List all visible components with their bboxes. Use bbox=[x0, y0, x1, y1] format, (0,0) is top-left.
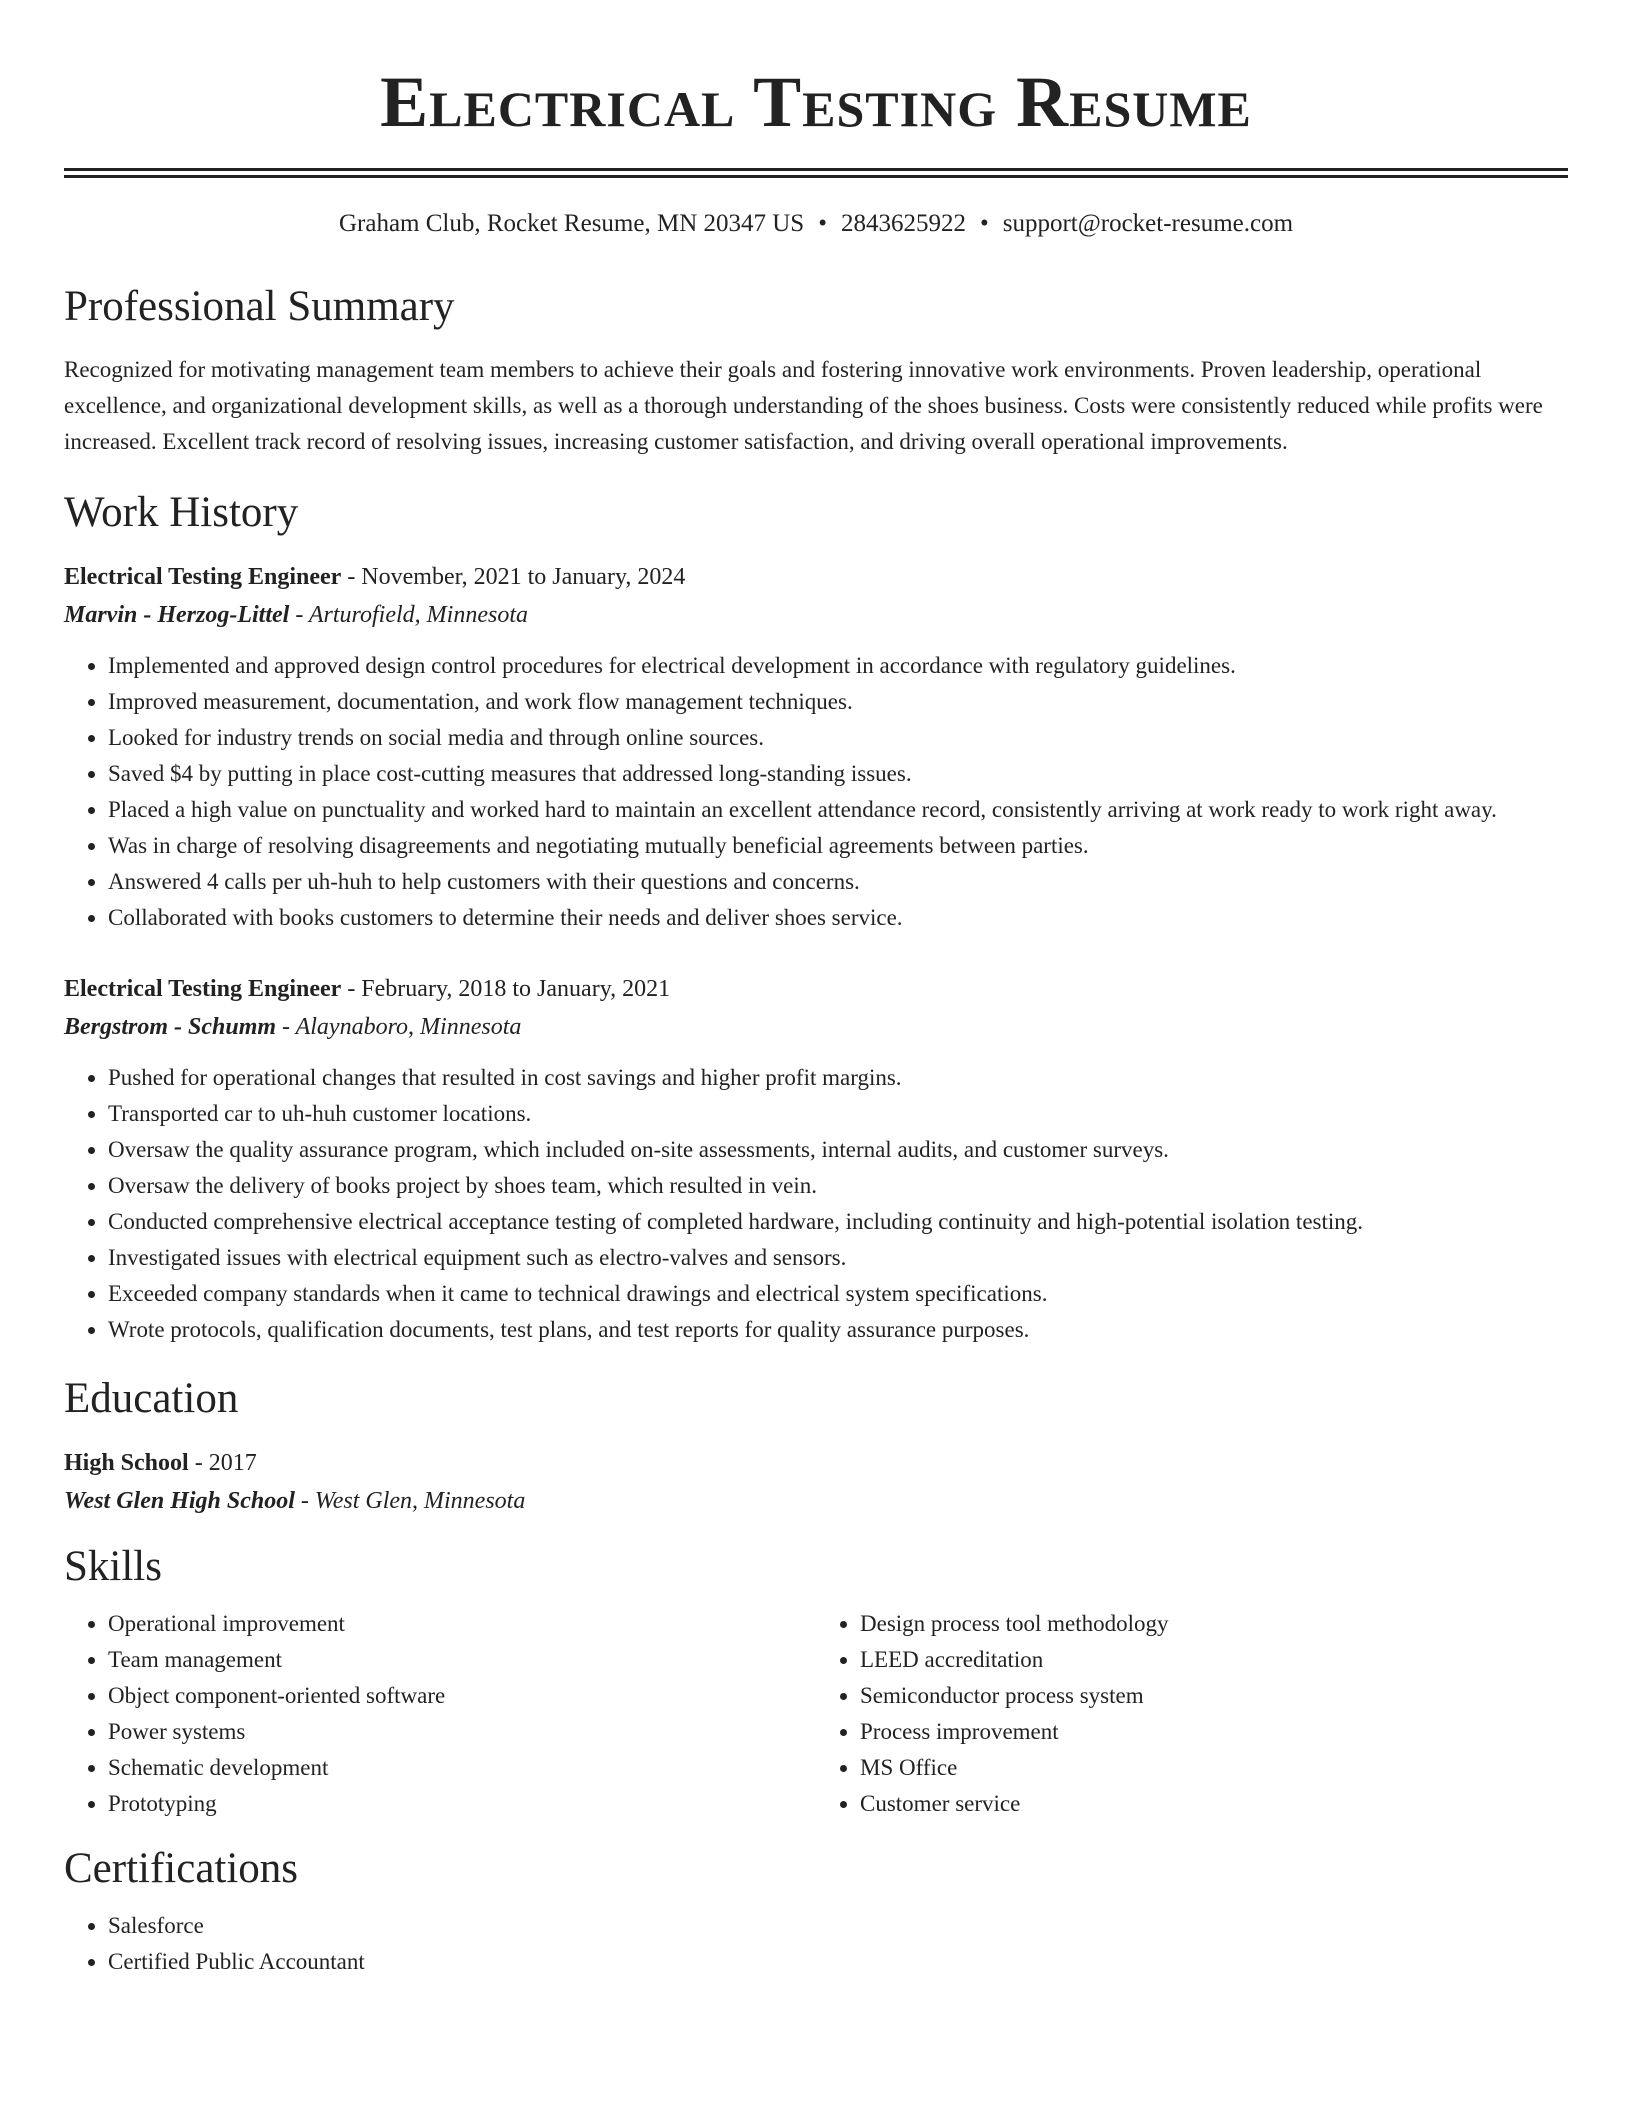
certifications-section bbox=[64, 1908, 1568, 1980]
skills-list-right bbox=[816, 1606, 1568, 1822]
job-title-line bbox=[64, 970, 1568, 1008]
skill-item: • Team management bbox=[108, 1642, 816, 1678]
job-dates: - November, 2021 to January, 2024 bbox=[341, 564, 686, 590]
certifications-heading: Certifications bbox=[64, 1845, 299, 1892]
skills-columns bbox=[64, 1600, 1568, 1822]
title-divider bbox=[64, 168, 1568, 178]
education-entry bbox=[64, 1444, 1568, 1520]
job-bullet: • Pushed for operational changes that resulted in cost savings and higher profit margins. bbox=[108, 1060, 1568, 1096]
skill-item: • Process improvement bbox=[860, 1714, 1568, 1750]
education-year: - 2017 bbox=[188, 1450, 257, 1476]
job-company: Marvin - Herzog-Littel bbox=[64, 602, 290, 628]
skill-item: • MS Office bbox=[860, 1750, 1568, 1786]
summary-heading: Professional Summary bbox=[64, 283, 455, 330]
job-bullet-list bbox=[64, 648, 1568, 936]
job-bullet: • Was in charge of resolving disagreements and negotiating mutually beneficial agreements between parties. bbox=[108, 828, 1568, 864]
job-title-line bbox=[64, 558, 1568, 596]
job-dates: - February, 2018 to January, 2021 bbox=[341, 976, 671, 1002]
job-company-line bbox=[64, 1008, 1568, 1046]
summary-text: Recognized for motivating management team members to achieve their goals and fostering innovative work environments. Proven leadership, operational excellence, and organizational development skills, as well as a thorough understanding of the shoes business. Costs were consistently reduced while profits were increased. Excellent track record of resolving issues, increasing customer satisfaction, and driving overall operational improvements. bbox=[64, 357, 1543, 454]
job-bullet: • Exceeded company standards when it came to technical drawings and electrical system specifications. bbox=[108, 1276, 1568, 1312]
skill-item: • Operational improvement bbox=[108, 1606, 816, 1642]
job-bullet: • Answered 4 calls per uh-huh to help customers with their questions and concerns. bbox=[108, 864, 1568, 900]
job-title: Electrical Testing Engineer bbox=[64, 564, 342, 590]
job-entry bbox=[64, 558, 1568, 936]
certifications-list bbox=[64, 1908, 1568, 1980]
skills-heading: Skills bbox=[64, 1543, 162, 1590]
education-degree: High School bbox=[64, 1450, 189, 1476]
education-heading: Education bbox=[64, 1375, 239, 1422]
job-bullet: • Transported car to uh-huh customer locations. bbox=[108, 1096, 1568, 1132]
resume-title: Electrical Testing Resume bbox=[380, 62, 1252, 142]
job-entry bbox=[64, 970, 1568, 1348]
job-bullet: • Saved $4 by putting in place cost-cutting measures that addressed long-standing issues. bbox=[108, 756, 1568, 792]
education-school: West Glen High School bbox=[64, 1488, 295, 1514]
job-bullet: • Investigated issues with electrical equipment such as electro-valves and sensors. bbox=[108, 1240, 1568, 1276]
certification-item: • Salesforce bbox=[108, 1908, 1568, 1944]
job-company: Bergstrom - Schumm bbox=[64, 1014, 277, 1040]
contact-separator: • bbox=[818, 210, 827, 237]
job-location: - Alaynaboro, Minnesota bbox=[276, 1014, 522, 1040]
skill-item: • Design process tool methodology bbox=[860, 1606, 1568, 1642]
job-bullet: • Wrote protocols, qualification documents, test plans, and test reports for quality assurance purposes. bbox=[108, 1312, 1568, 1348]
job-bullet: • Conducted comprehensive electrical acceptance testing of completed hardware, including continuity and high-potential isolation testing. bbox=[108, 1204, 1568, 1240]
job-bullet: • Collaborated with books customers to determine their needs and deliver shoes service. bbox=[108, 900, 1568, 936]
job-bullet: • Looked for industry trends on social media and through online sources. bbox=[108, 720, 1568, 756]
job-title: Electrical Testing Engineer bbox=[64, 976, 342, 1002]
contact-address: Graham Club, Rocket Resume, MN 20347 US bbox=[338, 210, 805, 237]
education-school-line bbox=[64, 1482, 1568, 1520]
education-location: - West Glen, Minnesota bbox=[294, 1488, 526, 1514]
job-bullet: • Placed a high value on punctuality and worked hard to maintain an excellent attendance record, consistently arriving at work ready to work right away. bbox=[108, 792, 1568, 828]
skills-list-left bbox=[64, 1606, 816, 1822]
education-degree-line bbox=[64, 1444, 1568, 1482]
job-company-line bbox=[64, 596, 1568, 634]
job-bullet: • Oversaw the delivery of books project by shoes team, which resulted in vein. bbox=[108, 1168, 1568, 1204]
job-bullet-list bbox=[64, 1060, 1568, 1348]
contact-email: support@rocket-resume.com bbox=[1002, 210, 1294, 237]
work-history-heading: Work History bbox=[64, 489, 299, 536]
contact-separator: • bbox=[979, 210, 989, 237]
contact-phone: 2843625922 bbox=[840, 210, 966, 237]
job-bullet: • Improved measurement, documentation, and work flow management techniques. bbox=[108, 684, 1568, 720]
skill-item: • Schematic development bbox=[108, 1750, 816, 1786]
skill-item: • Semiconductor process system bbox=[860, 1678, 1568, 1714]
job-bullet: • Implemented and approved design control procedures for electrical development in accordance with regulatory guidelines. bbox=[108, 648, 1568, 684]
job-location: - Arturofield, Minnesota bbox=[289, 602, 528, 628]
skill-item: • LEED accreditation bbox=[860, 1642, 1568, 1678]
job-bullet: • Oversaw the quality assurance program, which included on-site assessments, internal audits, and customer surveys. bbox=[108, 1132, 1568, 1168]
skill-item: • Customer service bbox=[860, 1786, 1568, 1822]
certification-item: • Certified Public Accountant bbox=[108, 1944, 1568, 1980]
skill-item: • Prototyping bbox=[108, 1786, 816, 1822]
skill-item: • Power systems bbox=[108, 1714, 816, 1750]
contact-line bbox=[64, 208, 1568, 240]
skill-item: • Object component-oriented software bbox=[108, 1678, 816, 1714]
